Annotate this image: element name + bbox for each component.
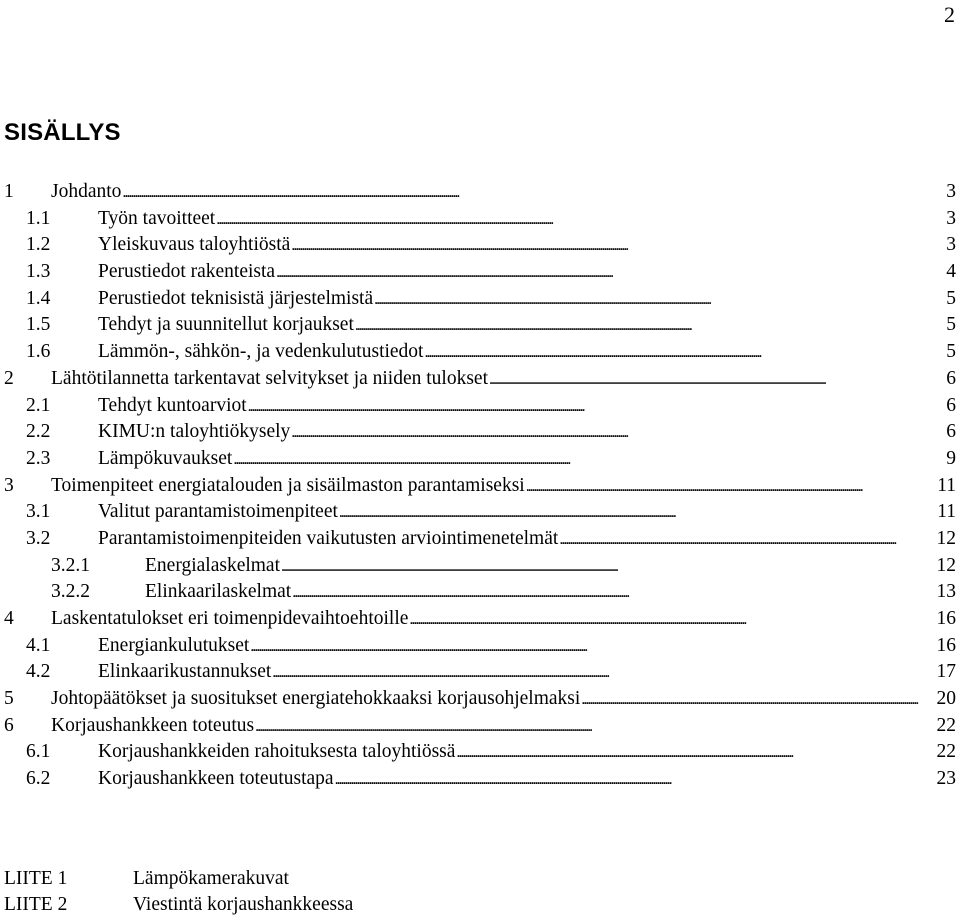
toc-entry-number: 2.3: [26, 447, 51, 469]
toc-entry-label: Lämpökuvaukset: [98, 447, 233, 469]
toc-entry-label: Tehdyt kuntoarviot: [98, 394, 247, 416]
table-of-contents: [0, 180, 960, 794]
toc-entry[interactable]: [0, 180, 960, 207]
toc-entry-page: 9: [946, 447, 956, 469]
toc-entry-page: 11: [937, 501, 956, 523]
toc-entry-page: 20: [936, 688, 956, 710]
appendix-list: [0, 868, 960, 920]
dot-leader: [292, 584, 929, 602]
toc-entry-page: 6: [946, 394, 956, 416]
toc-entry[interactable]: [0, 394, 960, 421]
toc-entry[interactable]: [0, 527, 960, 554]
toc-entry[interactable]: [0, 313, 960, 340]
dot-leader: [581, 691, 929, 709]
toc-entry-label: Korjaushankkeen toteutustapa: [98, 768, 334, 790]
appendix-item: [0, 894, 960, 920]
toc-entry[interactable]: [0, 660, 960, 687]
appendix-title: Lämpökamerakuvat: [133, 868, 289, 889]
toc-entry-number: 2.1: [26, 394, 51, 416]
toc-entry[interactable]: [0, 634, 960, 661]
toc-entry-number: 1: [4, 181, 14, 202]
toc-entry-number: 1.3: [26, 261, 51, 283]
toc-entry-number: 5: [4, 688, 14, 710]
appendix-code: LIITE 2: [4, 894, 68, 915]
toc-entry-label: KIMU:n taloyhtiökysely: [98, 421, 291, 443]
toc-entry-page: 16: [936, 634, 956, 656]
page-number: 2: [944, 2, 955, 27]
toc-entry[interactable]: [0, 714, 960, 741]
toc-entry-page: 6: [946, 367, 956, 389]
toc-entry-page: 16: [936, 608, 956, 629]
dot-leader: [559, 531, 929, 549]
toc-entry-label: Energiankulutukset: [98, 634, 250, 656]
toc-entry-number: 4: [4, 608, 14, 629]
dot-leader: [526, 478, 929, 496]
toc-entry-number: 3: [4, 474, 14, 496]
toc-entry[interactable]: [0, 740, 960, 767]
dot-leader: [456, 744, 929, 762]
toc-entry[interactable]: [0, 767, 960, 794]
toc-entry-label: Elinkaarikustannukset: [98, 661, 272, 683]
dot-leader: [233, 451, 929, 469]
toc-entry-page: 13: [936, 581, 956, 603]
dot-leader: [339, 504, 929, 522]
toc-entry-label: Korjaushankkeen toteutus: [51, 714, 255, 736]
toc-entry-number: 3.2.1: [51, 554, 90, 576]
toc-entry-label: Korjaushankkeiden rahoituksesta taloyhtiössä: [98, 741, 456, 763]
toc-entry[interactable]: [0, 474, 960, 501]
toc-entry[interactable]: [0, 420, 960, 447]
toc-entry-number: 1.4: [26, 287, 51, 309]
dot-leader: [335, 771, 929, 789]
toc-entry[interactable]: [0, 687, 960, 714]
toc-entry-page: 3: [946, 181, 956, 202]
toc-entry-page: 17: [936, 661, 956, 683]
toc-entry-page: 5: [946, 287, 956, 309]
toc-entry-page: 3: [946, 234, 956, 256]
toc-entry-number: 6.1: [26, 741, 51, 763]
dot-leader: [374, 291, 929, 309]
toc-entry[interactable]: [0, 340, 960, 367]
toc-entry[interactable]: [0, 500, 960, 527]
toc-entry-number: 3.2.2: [51, 581, 90, 603]
dot-leader: [291, 424, 929, 442]
toc-entry-page: 23: [936, 768, 956, 790]
toc-entry-label: Tehdyt ja suunnitellut korjaukset: [98, 314, 354, 336]
toc-entry-page: 22: [936, 741, 956, 763]
toc-entry-label: Lämmön-, sähkön-, ja vedenkulutustiedot: [98, 341, 424, 363]
toc-entry-page: 5: [946, 314, 956, 336]
toc-entry-page: 5: [946, 341, 956, 363]
dot-leader: [272, 664, 929, 682]
dot-leader: [355, 317, 929, 335]
toc-entry-label: Perustiedot teknisistä järjestelmistä: [98, 287, 374, 309]
dot-leader: [122, 184, 929, 202]
toc-entry-label: Valitut parantamistoimenpiteet: [98, 501, 338, 523]
toc-entry-number: 6.2: [26, 768, 51, 790]
dot-leader: [216, 211, 929, 229]
dot-leader: [409, 611, 929, 629]
toc-entry-number: 1.2: [26, 234, 51, 256]
toc-entry[interactable]: [0, 207, 960, 234]
dot-leader: [250, 638, 929, 656]
toc-entry-label: Laskentatulokset eri toimenpidevaihtoehtoille: [51, 608, 409, 629]
dot-leader: [291, 237, 929, 255]
toc-entry-number: 4.1: [26, 634, 51, 656]
toc-entry[interactable]: [0, 554, 960, 581]
toc-entry-number: 2.2: [26, 421, 51, 443]
toc-entry-label: Yleiskuvaus taloyhtiöstä: [98, 234, 291, 256]
toc-entry-page: 3: [946, 207, 956, 229]
toc-entry[interactable]: [0, 260, 960, 287]
toc-entry-label: Elinkaarilaskelmat: [145, 581, 292, 603]
toc-entry-number: 2: [4, 367, 14, 389]
toc-entry-label: Toimenpiteet energiatalouden ja sisäilmaston parantamiseksi: [51, 474, 525, 496]
toc-entry-page: 4: [946, 261, 956, 283]
toc-entry-number: 3.1: [26, 501, 51, 523]
toc-entry-label: Perustiedot rakenteista: [98, 261, 276, 283]
toc-entry-page: 11: [937, 474, 956, 496]
appendix-item: [0, 868, 960, 894]
toc-entry[interactable]: [0, 447, 960, 474]
appendix-code: LIITE 1: [4, 868, 68, 889]
dot-leader: [489, 371, 929, 389]
toc-entry-page: 22: [936, 714, 956, 736]
dot-leader: [255, 718, 929, 736]
toc-entry-label: Energialaskelmat: [145, 554, 281, 576]
toc-entry-number: 6: [4, 714, 14, 736]
toc-entry-number: 4.2: [26, 661, 51, 683]
toc-entry[interactable]: [0, 233, 960, 260]
toc-entry[interactable]: [0, 607, 960, 634]
toc-entry-number: 3.2: [26, 527, 51, 549]
toc-entry[interactable]: [0, 287, 960, 314]
toc-entry-label: Johtopäätökset ja suositukset energiatehokkaaksi korjausohjelmaksi: [51, 688, 581, 710]
toc-entry-label: Johdanto: [51, 181, 122, 202]
appendix-title: Viestintä korjaushankkeessa: [133, 894, 354, 915]
toc-entry-label: Työn tavoitteet: [98, 207, 216, 229]
toc-entry-number: 1.1: [26, 207, 51, 229]
dot-leader: [276, 264, 929, 282]
toc-entry[interactable]: [0, 367, 960, 394]
page-title: SISÄLLYS: [4, 119, 121, 146]
toc-entry[interactable]: [0, 580, 960, 607]
toc-entry-page: 12: [936, 554, 956, 576]
dot-leader: [281, 558, 929, 576]
toc-entry-number: 1.6: [26, 341, 51, 363]
toc-entry-number: 1.5: [26, 314, 51, 336]
toc-entry-page: 12: [936, 527, 956, 549]
toc-entry-label: Lähtötilannetta tarkentavat selvitykset ja niiden tulokset: [51, 367, 488, 389]
dot-leader: [424, 344, 929, 362]
toc-entry-label: Parantamistoimenpiteiden vaikutusten arviointimenetelmät: [98, 527, 559, 549]
dot-leader: [248, 398, 929, 416]
toc-entry-page: 6: [946, 421, 956, 443]
